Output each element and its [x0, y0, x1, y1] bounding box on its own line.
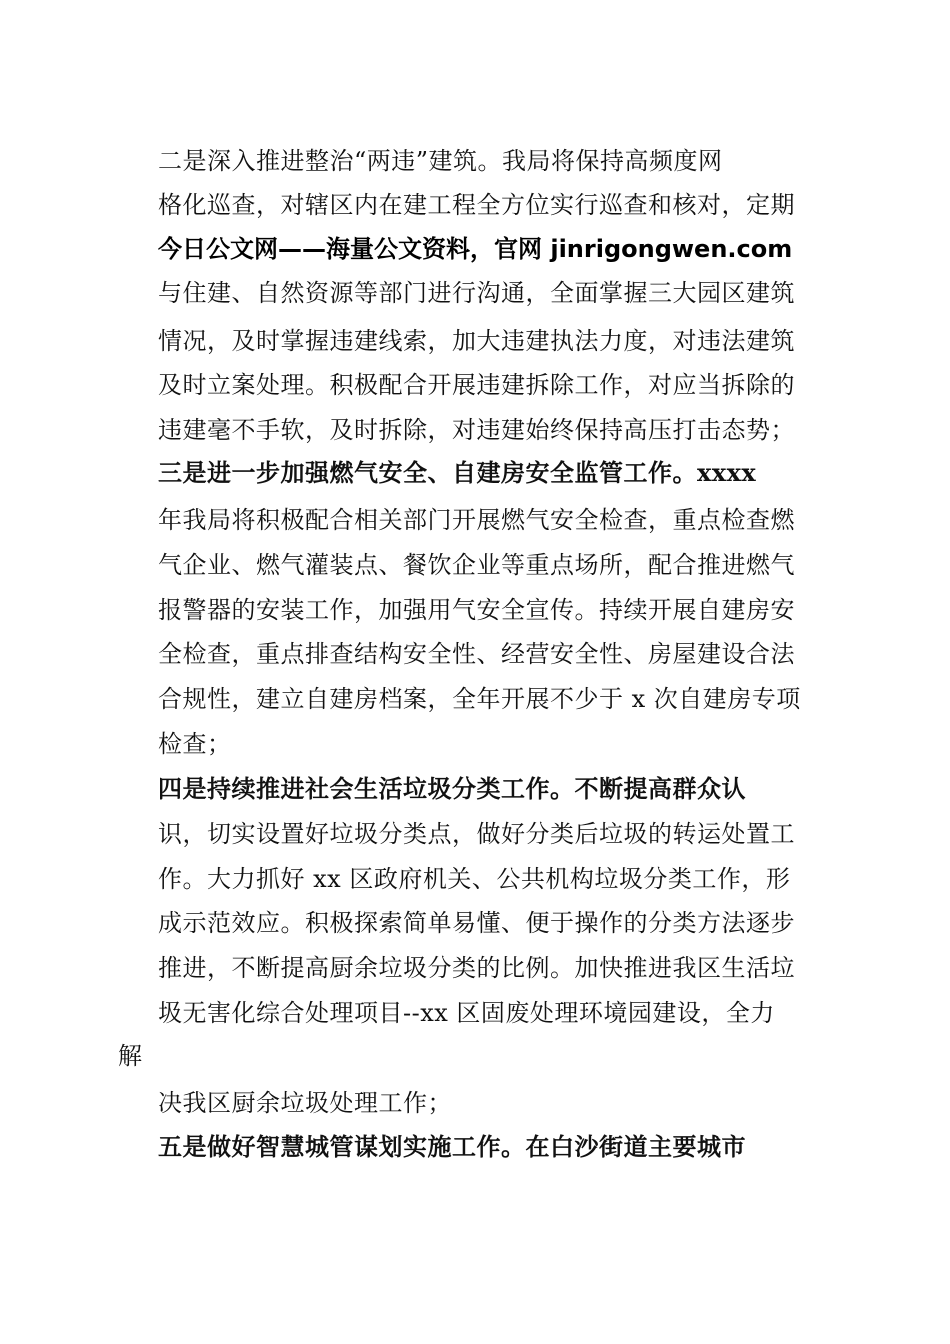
paragraph-line: 与住建、自然资源等部门进行沟通，全面掌握三大园区建筑 — [158, 279, 795, 307]
paragraph-line: 及时立案处理。积极配合开展违建拆除工作，对应当拆除的 — [158, 371, 795, 399]
paragraph-line: 决我区厨余垃圾处理工作； — [158, 1089, 452, 1117]
paragraph-line: 年我局将积极配合相关部门开展燃气安全检查，重点检查燃 — [158, 506, 795, 534]
paragraph-line: 检查； — [158, 730, 232, 758]
paragraph-line: 成示范效应。积极探索简单易懂、便于操作的分类方法逐步 — [158, 909, 795, 937]
paragraph-line: 推进，不断提高厨余垃圾分类的比例。加快推进我区生活垃 — [158, 954, 795, 982]
watermark-banner: 今日公文网——海量公文资料，官网 jinrigongwen.com — [158, 235, 793, 263]
paragraph-line: 全检查，重点排查结构安全性、经营安全性、房屋建设合法 — [158, 640, 795, 668]
section-heading-3: 三是进一步加强燃气安全、自建房安全监管工作。xxxx — [158, 458, 757, 487]
paragraph-line: 违建毫不手软，及时拆除，对违建始终保持高压打击态势； — [158, 416, 795, 444]
paragraph-line: 情况，及时掌握违建线索，加大违建执法力度，对违法建筑 — [158, 327, 795, 355]
paragraph-line: 识，切实设置好垃圾分类点，做好分类后垃圾的转运处置工 — [158, 820, 795, 848]
paragraph-line: 合规性，建立自建房档案，全年开展不少于 x 次自建房专项 — [158, 685, 801, 713]
paragraph-line: 报警器的安装工作，加强用气安全宣传。持续开展自建房安 — [158, 596, 795, 624]
paragraph-line: 解 — [118, 1042, 143, 1070]
paragraph-line: 格化巡查，对辖区内在建工程全方位实行巡查和核对，定期 — [158, 191, 795, 219]
paragraph-line: 作。大力抓好 xx 区政府机关、公共机构垃圾分类工作，形 — [158, 865, 791, 893]
section-heading-5: 五是做好智慧城管谋划实施工作。在白沙街道主要城市 — [158, 1132, 746, 1161]
paragraph-line: 二是深入推进整治“两违”建筑。我局将保持高频度网 — [158, 147, 723, 175]
section-heading-4: 四是持续推进社会生活垃圾分类工作。不断提高群众认 — [158, 774, 746, 803]
paragraph-line: 圾无害化综合处理项目--xx 区固废处理环境园建设，全力 — [158, 999, 775, 1027]
paragraph-line: 气企业、燃气灌装点、餐饮企业等重点场所，配合推进燃气 — [158, 551, 795, 579]
